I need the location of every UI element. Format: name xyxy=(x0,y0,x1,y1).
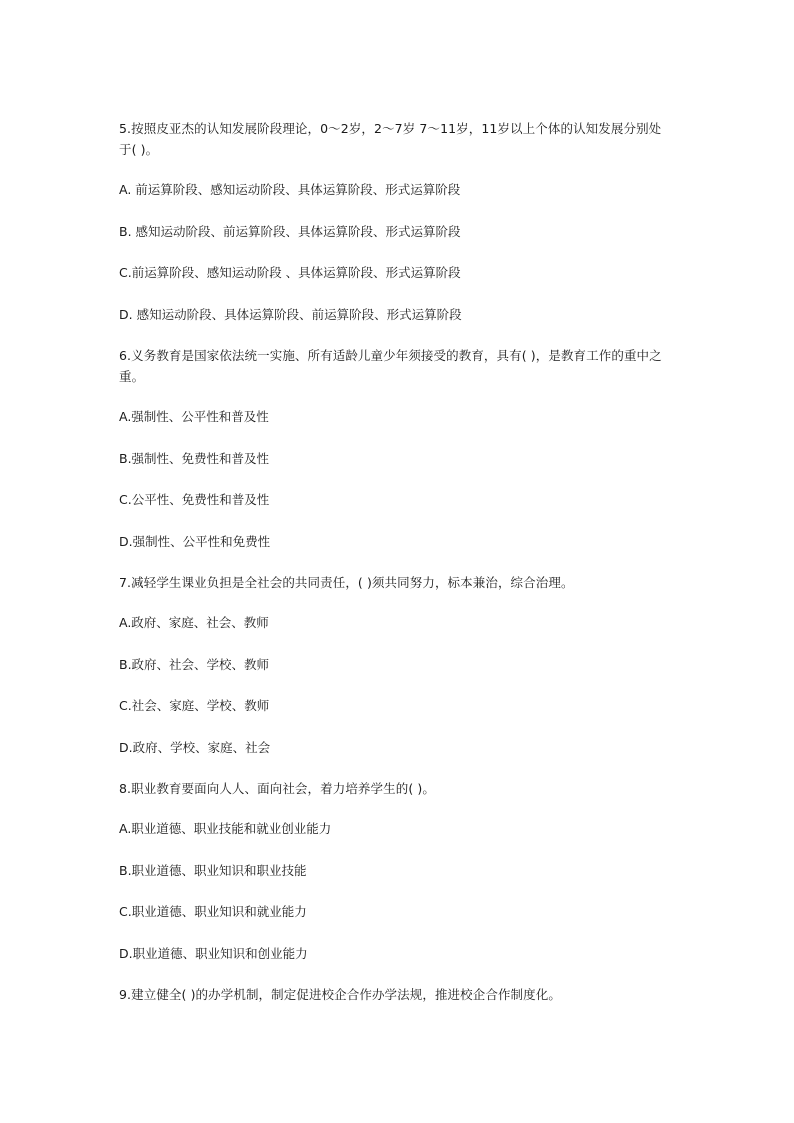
question-7-option-a: A.政府、家庭、社会、教师 xyxy=(119,615,269,630)
question-6 xyxy=(119,345,667,552)
question-6-option-b: B.强制性、免费性和普及性 xyxy=(119,450,270,466)
question-5-option-a: A. 前运算阶段、感知运动阶段、具体运算阶段、形式运算阶段 xyxy=(119,182,461,197)
question-8-stem: 8.职业教育要面向人人、面向社会，着力培养学生的( )。 xyxy=(119,781,435,796)
question-7-stem: 7.减轻学生课业负担是全社会的共同责任，( )须共同努力，标本兼治，综合治理。 xyxy=(119,575,574,590)
question-6-stem: 6.义务教育是国家依法统一实施、所有适龄儿童少年须接受的教育，具有( )，是教育工作的重中之重。 xyxy=(119,348,662,384)
question-7 xyxy=(119,572,667,758)
question-6-option-d: D.强制性、公平性和免费性 xyxy=(119,533,271,549)
question-8-option-a: A.职业道德、职业技能和就业创业能力 xyxy=(119,821,332,836)
question-8-option-d: D.职业道德、职业知识和创业能力 xyxy=(119,945,308,961)
question-list xyxy=(119,118,667,1024)
question-5 xyxy=(119,118,667,325)
question-5-stem: 5.按照皮亚杰的认知发展阶段理论，0～2岁，2～7岁 7～11岁，11岁以上个体的认知发展分别处于( )。 xyxy=(119,121,662,157)
question-6-option-a: A.强制性、公平性和普及性 xyxy=(119,409,269,424)
question-9-stem: 9.建立健全( )的办学机制，制定促进校企合作办学法规，推进校企合作制度化。 xyxy=(119,987,561,1002)
question-7-option-c: C.社会、家庭、学校、教师 xyxy=(119,698,270,713)
question-6-option-c: C.公平性、免费性和普及性 xyxy=(119,492,270,507)
question-9 xyxy=(119,984,667,1005)
question-7-option-d: D.政府、学校、家庭、社会 xyxy=(119,739,271,755)
question-5-option-b: B. 感知运动阶段、前运算阶段、具体运算阶段、形式运算阶段 xyxy=(119,223,461,239)
question-7-option-b: B.政府、社会、学校、教师 xyxy=(119,656,270,672)
question-8 xyxy=(119,778,667,964)
question-8-option-c: C.职业道德、职业知识和就业能力 xyxy=(119,904,307,919)
question-5-option-d: D. 感知运动阶段、具体运算阶段、前运算阶段、形式运算阶段 xyxy=(119,306,462,322)
question-8-option-b: B.职业道德、职业知识和职业技能 xyxy=(119,862,307,878)
question-5-option-c: C.前运算阶段、感知运动阶段 、具体运算阶段、形式运算阶段 xyxy=(119,265,461,280)
